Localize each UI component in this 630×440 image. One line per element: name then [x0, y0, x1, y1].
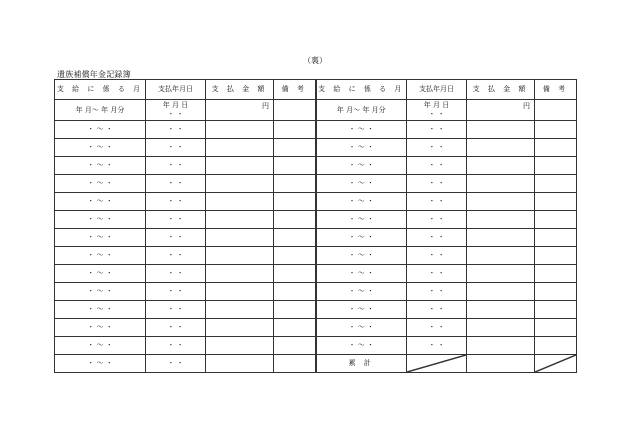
remarks-cell: [535, 265, 577, 283]
header-payment-month: 支 給 に 係 る 月: [316, 80, 407, 100]
period-cell: ・ ～ ・: [55, 247, 146, 265]
period-cell: ・ ～ ・: [316, 247, 407, 265]
header-payment-amount: 支 払 金 額: [206, 80, 274, 100]
date-cell: ・ ・: [407, 337, 467, 355]
period-cell: ・ ～ ・: [316, 319, 407, 337]
date-cell: ・ ・: [407, 247, 467, 265]
amount-cell: [467, 319, 535, 337]
remarks-cell: [274, 229, 316, 247]
remarks-cell: [535, 247, 577, 265]
header-payment-date: 支払年月日: [407, 80, 467, 100]
date-cell: ・ ・: [146, 211, 206, 229]
remarks-cell: [535, 211, 577, 229]
amount-cell: [206, 355, 274, 373]
period-cell: ・ ～ ・: [55, 175, 146, 193]
amount-cell: [206, 175, 274, 193]
remarks-cell: [535, 139, 577, 157]
period-cell: ・ ～ ・: [55, 337, 146, 355]
period-cell: ・ ～ ・: [55, 319, 146, 337]
header-payment-amount: 支 払 金 額: [467, 80, 535, 100]
ledger-row: [55, 139, 577, 157]
date-cell: ・ ・: [407, 265, 467, 283]
total-label: 累 計: [316, 355, 407, 373]
amount-cell: [467, 283, 535, 301]
date-cell: ・ ・: [146, 139, 206, 157]
date-unit-dots: ・ ・: [428, 110, 445, 118]
header-remarks: 備 考: [535, 80, 577, 100]
date-cell: ・ ・: [146, 157, 206, 175]
amount-cell: [206, 301, 274, 319]
period-unit-cell: 年 月～ 年 月分: [55, 100, 146, 121]
remarks-cell: [274, 283, 316, 301]
period-cell: ・ ～ ・: [55, 139, 146, 157]
ledger-row: [55, 211, 577, 229]
remarks-cell: [535, 301, 577, 319]
remarks-cell: [535, 193, 577, 211]
remarks-cell: [535, 283, 577, 301]
date-cell: ・ ・: [407, 229, 467, 247]
amount-cell: [206, 283, 274, 301]
remarks-cell: [274, 337, 316, 355]
date-cell: ・ ・: [407, 319, 467, 337]
remarks-cell: [535, 229, 577, 247]
remarks-cell: [274, 247, 316, 265]
period-cell: ・ ～ ・: [55, 283, 146, 301]
period-cell: ・ ～ ・: [316, 337, 407, 355]
amount-cell: [206, 265, 274, 283]
amount-cell: [467, 193, 535, 211]
remarks-cell: [535, 121, 577, 139]
amount-cell: [467, 247, 535, 265]
page-side-label: （裏）: [303, 56, 327, 65]
date-cell: ・ ・: [146, 337, 206, 355]
date-cell: ・ ・: [146, 121, 206, 139]
amount-cell: [206, 247, 274, 265]
date-cell: ・ ・: [407, 175, 467, 193]
date-cell: ・ ・: [407, 157, 467, 175]
date-unit-cell: [407, 100, 467, 121]
remarks-cell: [535, 175, 577, 193]
period-cell: ・ ～ ・: [55, 121, 146, 139]
amount-cell: [206, 121, 274, 139]
date-cell: ・ ・: [407, 301, 467, 319]
date-cell: ・ ・: [146, 283, 206, 301]
remarks-cell: [274, 193, 316, 211]
amount-cell: [467, 139, 535, 157]
date-unit-label: 年 月 日: [423, 101, 450, 109]
remarks-cell: [274, 121, 316, 139]
period-cell: ・ ～ ・: [55, 157, 146, 175]
ledger-row: [55, 247, 577, 265]
remarks-cell: [274, 139, 316, 157]
period-cell: ・ ～ ・: [316, 175, 407, 193]
period-cell: ・ ～ ・: [316, 283, 407, 301]
amount-cell: [206, 193, 274, 211]
date-cell: ・ ・: [146, 355, 206, 373]
date-cell: ・ ・: [146, 193, 206, 211]
amount-cell: [467, 175, 535, 193]
remarks-cell: [274, 175, 316, 193]
ledger-row: [55, 319, 577, 337]
remarks-cell: [535, 337, 577, 355]
ledger-row: [55, 355, 577, 373]
amount-cell: [206, 139, 274, 157]
ledger-row: [55, 265, 577, 283]
date-cell: ・ ・: [407, 283, 467, 301]
remarks-cell: [535, 319, 577, 337]
ledger-body: [55, 80, 577, 373]
remarks-cell: [535, 157, 577, 175]
ledger-row: [55, 229, 577, 247]
ledger-row: [55, 193, 577, 211]
period-cell: ・ ～ ・: [316, 229, 407, 247]
ledger-row: [55, 301, 577, 319]
ledger-row: [55, 157, 577, 175]
total-remarks-slash: [535, 355, 577, 373]
date-cell: ・ ・: [407, 193, 467, 211]
remarks-cell: [274, 319, 316, 337]
amount-cell: [467, 121, 535, 139]
date-cell: ・ ・: [146, 247, 206, 265]
date-cell: ・ ・: [407, 139, 467, 157]
unit-row: [55, 100, 577, 121]
header-remarks: 備 考: [274, 80, 316, 100]
period-cell: ・ ～ ・: [316, 301, 407, 319]
period-cell: ・ ～ ・: [316, 193, 407, 211]
date-cell: ・ ・: [407, 211, 467, 229]
date-cell: ・ ・: [146, 301, 206, 319]
remarks-cell: [274, 100, 316, 121]
period-cell: ・ ～ ・: [316, 211, 407, 229]
yen-unit-label: 円: [262, 101, 269, 110]
remarks-cell: [274, 211, 316, 229]
period-cell: ・ ～ ・: [316, 139, 407, 157]
amount-unit-cell: [206, 100, 274, 121]
header-row: [55, 80, 577, 100]
amount-cell: [206, 319, 274, 337]
amount-cell: [467, 337, 535, 355]
ledger-row: [55, 283, 577, 301]
period-cell: ・ ～ ・: [55, 265, 146, 283]
header-payment-month: 支 給 に 係 る 月: [55, 80, 146, 100]
total-date-slash: [407, 355, 467, 373]
date-cell: ・ ・: [146, 229, 206, 247]
amount-cell: [467, 265, 535, 283]
amount-cell: [467, 229, 535, 247]
amount-cell: [206, 337, 274, 355]
remarks-cell: [274, 265, 316, 283]
amount-cell: [206, 157, 274, 175]
ledger-row: [55, 121, 577, 139]
amount-cell: [206, 229, 274, 247]
date-unit-dots: ・ ・: [167, 110, 184, 118]
date-unit-cell: [146, 100, 206, 121]
period-cell: ・ ～ ・: [316, 265, 407, 283]
document-title: 遺族補償年金記録簿: [57, 70, 131, 79]
date-cell: ・ ・: [407, 121, 467, 139]
remarks-cell: [274, 301, 316, 319]
yen-unit-label: 円: [523, 101, 530, 110]
remarks-cell: [274, 355, 316, 373]
period-cell: ・ ～ ・: [55, 211, 146, 229]
period-cell: ・ ～ ・: [55, 355, 146, 373]
remarks-cell: [535, 100, 577, 121]
period-cell: ・ ～ ・: [55, 229, 146, 247]
ledger-row: [55, 175, 577, 193]
date-cell: ・ ・: [146, 319, 206, 337]
period-cell: ・ ～ ・: [316, 121, 407, 139]
date-unit-label: 年 月 日: [162, 101, 189, 109]
period-cell: ・ ～ ・: [316, 157, 407, 175]
header-payment-date: 支払年月日: [146, 80, 206, 100]
period-unit-cell: 年 月～ 年 月分: [316, 100, 407, 121]
amount-cell: [467, 301, 535, 319]
remarks-cell: [274, 157, 316, 175]
date-cell: ・ ・: [146, 175, 206, 193]
ledger-row: [55, 337, 577, 355]
amount-unit-cell: [467, 100, 535, 121]
ledger-table: [54, 79, 577, 373]
amount-cell: [467, 157, 535, 175]
period-cell: ・ ～ ・: [55, 193, 146, 211]
amount-cell: [206, 211, 274, 229]
total-amount-cell: [467, 355, 535, 373]
date-cell: ・ ・: [146, 265, 206, 283]
period-cell: ・ ～ ・: [55, 301, 146, 319]
amount-cell: [467, 211, 535, 229]
